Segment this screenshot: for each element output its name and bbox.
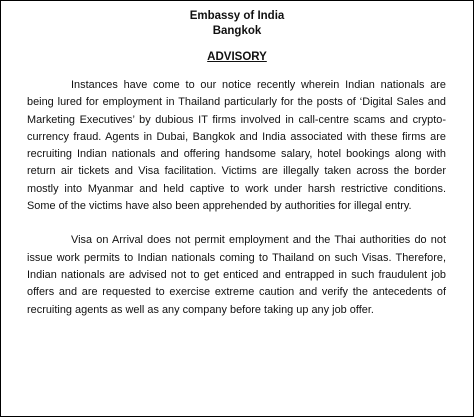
advisory-paragraph-1: Instances have come to our notice recently wherein Indian nationals are being lured for employment in Thailand particularly for the posts of ‘Digital Sales and Marketing Executives’ by dubious IT firms involved in call-centre scams and crypto-currency fraud. Agents in Dubai, Bangkok and India associated with these firms are recruiting Indian nationals and offering handsome salary, hotel bookings along with return air tickets and Visa facilitation. Victims are illegally taken across the border mostly into Myanmar and held captive to work under harsh restrictive conditions. Some of the victims have also been apprehended by authorities for illegal entry. [27,79,446,213]
advisory-heading: ADVISORY [207,51,267,63]
embassy-city: Bangkok [212,25,262,37]
advisory-paragraph-2: Visa on Arrival does not permit employment and the Thai authorities do not issue work permits to Indian nationals coming to Thailand on such Visas. Therefore, Indian nationals are advised not to get enticed and entrapped in such fraudulent job offers and are requested to exercise extreme caution and verify the antecedents of recruiting agents as well as any company before taking up any job offer. [27,234,446,316]
embassy-name: Embassy of India [189,10,285,22]
